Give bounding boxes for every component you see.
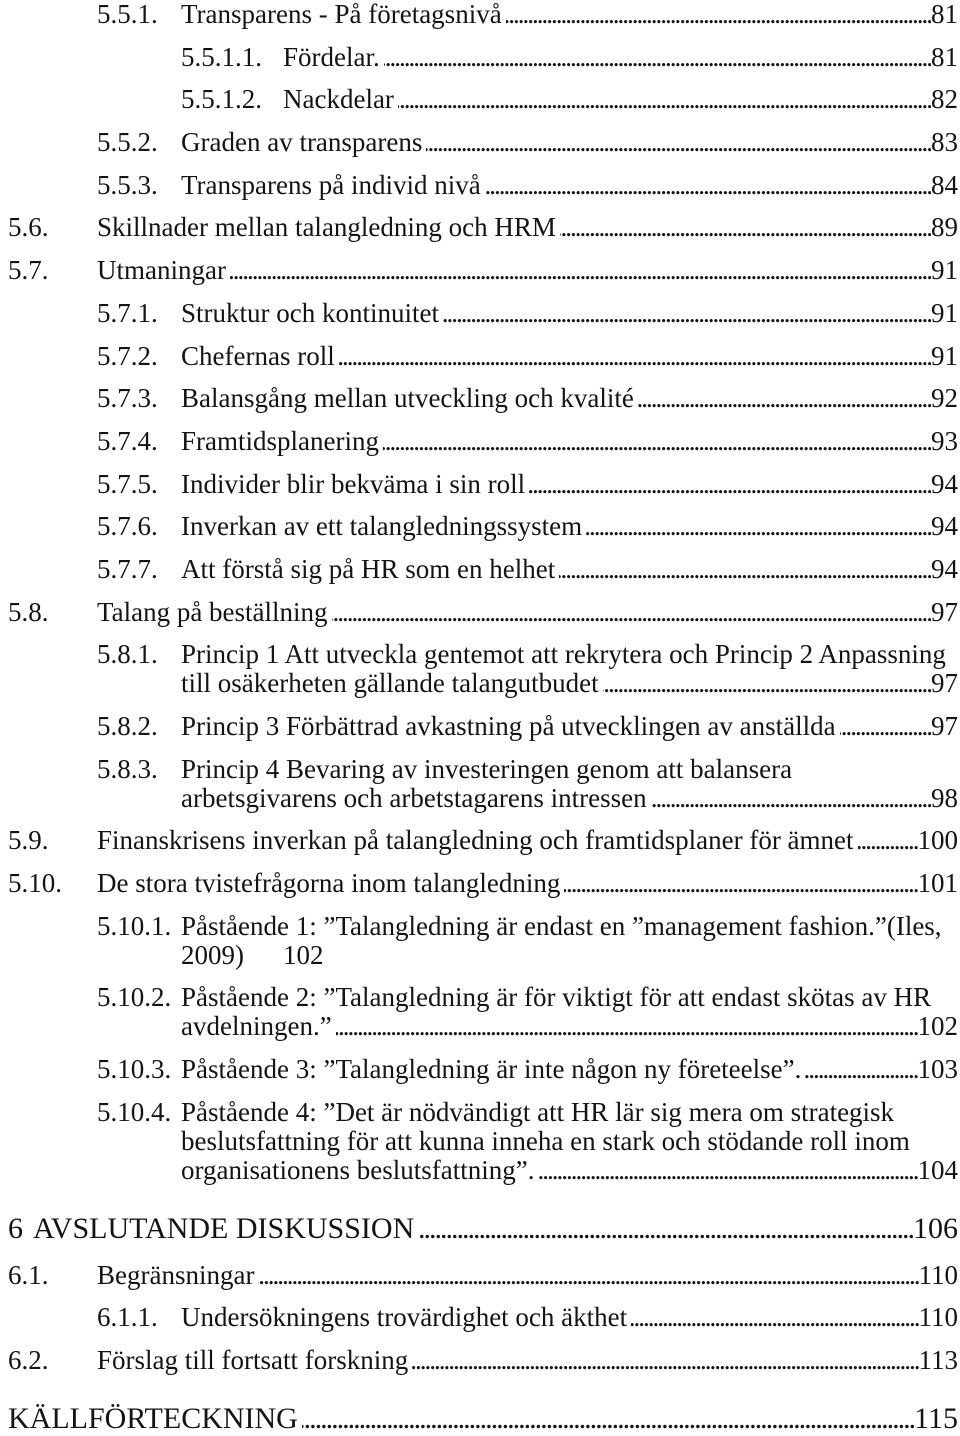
section-number: 6.1.: [8, 1259, 49, 1290]
page-number: 82: [931, 84, 958, 115]
entry-line: [181, 1055, 958, 1084]
leader-dots: [258, 1261, 918, 1290]
leader-dots: [302, 1403, 914, 1435]
section-title: Balansgång mellan utveckling och kvalité: [181, 383, 634, 414]
leader-dots: [638, 384, 931, 413]
toc-entry: [0, 983, 960, 1041]
page-number: 102: [917, 1011, 958, 1042]
page-number: 110: [918, 1302, 958, 1333]
leader-dots: [506, 0, 931, 29]
toc-entry: [0, 512, 960, 541]
leader-dots: [631, 1303, 918, 1332]
leader-dots: [418, 1213, 913, 1245]
section-title: Chefernas roll: [181, 340, 335, 371]
section-title: AVSLUTANDE DISKUSSION: [33, 1211, 415, 1245]
section-title: Påstående 4: ”Det är nödvändigt att HR lär sig mera om strategisk: [181, 1096, 895, 1127]
entry-line: [181, 555, 958, 584]
entry-line: [97, 1261, 958, 1290]
leader-dots: [398, 85, 931, 114]
entry-body: [0, 869, 960, 898]
section-number: 6.1.1.: [97, 1302, 158, 1333]
toc-entry: [0, 755, 960, 813]
page-number: 93: [931, 425, 958, 456]
section-number: 5.6.: [8, 212, 49, 243]
leader-dots: [858, 826, 918, 855]
entry-line: [181, 1098, 958, 1127]
section-title: avdelningen.”: [181, 1011, 332, 1042]
toc-entry: [0, 1213, 960, 1245]
section-number: 5.7.4.: [97, 425, 158, 456]
section-title: Utmaningar: [97, 255, 226, 286]
page-number: 94: [931, 511, 958, 542]
toc-entry: [0, 1303, 960, 1332]
toc-entry: [0, 128, 960, 157]
section-number: 6.2.: [8, 1344, 49, 1375]
leader-dots: [336, 1012, 918, 1041]
entry-line: [97, 213, 958, 242]
toc-entry: [0, 171, 960, 200]
page-number: 83: [931, 127, 958, 158]
page-number: 84: [931, 169, 958, 200]
leader-dots: [443, 299, 931, 328]
entry-body: [0, 1261, 960, 1290]
section-number: 5.7.2.: [97, 340, 158, 371]
entry-line: [8, 1403, 958, 1435]
section-title: Förslag till fortsatt forskning: [97, 1344, 409, 1375]
section-number: 5.8.: [8, 596, 49, 627]
page-number: 97: [931, 668, 958, 699]
section-number: 5.5.1.1.: [181, 41, 262, 72]
section-number: 6: [8, 1211, 23, 1245]
section-title: organisationens beslutsfattning”.: [181, 1154, 535, 1185]
entry-body: [0, 85, 960, 114]
section-number: 5.7.7.: [97, 553, 158, 584]
page-number: 110: [918, 1259, 958, 1290]
page-number: 91: [931, 255, 958, 286]
section-number: 5.7.6.: [97, 511, 158, 542]
entry-line: [97, 598, 958, 627]
toc-entry: [0, 712, 960, 741]
section-title: arbetsgivarens och arbetstagarens intressen: [181, 782, 647, 813]
section-title: Att förstå sig på HR som en helhet: [181, 553, 556, 584]
entry-body: [0, 598, 960, 627]
section-title: De stora tvistefrågorna inom talangledning: [97, 868, 561, 899]
section-title: Påstående 2: ”Talangledning är för viktigt för att endast skötas av HR: [181, 982, 932, 1013]
page-number: 81: [931, 0, 958, 29]
toc-entry: [0, 826, 960, 855]
section-number: 5.10.: [8, 868, 62, 899]
section-title: Undersökningens trovärdighet och äkthet: [181, 1302, 628, 1333]
page-number: 115: [914, 1401, 958, 1435]
section-title: Framtidsplanering: [181, 425, 379, 456]
entry-line: [97, 869, 958, 898]
section-number: 5.8.3.: [97, 753, 158, 784]
section-title: Princip 3 Förbättrad avkastning på utvecklingen av anställda: [181, 711, 836, 741]
section-title: Struktur och kontinuitet: [181, 297, 439, 328]
toc-entry: [0, 470, 960, 499]
entry-line: [181, 384, 958, 413]
entry-line: [97, 256, 958, 285]
page-number: 81: [931, 41, 958, 72]
entry-line: [181, 784, 958, 813]
section-number: 5.10.4.: [97, 1096, 172, 1127]
page-number: 91: [931, 297, 958, 328]
toc-entry: [0, 1055, 960, 1084]
entry-line: [181, 470, 958, 499]
entry-line: [181, 512, 958, 541]
leader-dots: [383, 427, 931, 456]
page-number: 97: [931, 596, 958, 627]
section-title: Fördelar.: [283, 41, 380, 72]
section-title: Transparens på individ nivå: [181, 169, 481, 200]
toc-entry: [0, 427, 960, 456]
entry-line: [181, 1127, 958, 1156]
page-number: 98: [931, 782, 958, 813]
section-title: Individer blir bekväma i sin roll: [181, 468, 526, 499]
leader-dots: [586, 512, 931, 541]
entry-line: [283, 43, 958, 72]
leader-dots: [651, 784, 931, 813]
page-number: 113: [918, 1344, 958, 1375]
entry-line: [97, 826, 958, 855]
leader-dots: [560, 213, 931, 242]
leader-dots: [426, 128, 931, 157]
toc-entry: [0, 0, 960, 29]
entry-body: [0, 256, 960, 285]
entry-line: [181, 171, 958, 200]
page-number: 106: [913, 1211, 958, 1245]
page-number: 104: [917, 1154, 958, 1185]
toc-entry: [0, 213, 960, 242]
toc-entry: [0, 555, 960, 584]
entry-line: [181, 0, 958, 29]
section-number: 5.7.1.: [97, 297, 158, 328]
entry-line: [181, 299, 958, 328]
leader-dots: [538, 1156, 917, 1185]
leader-dots: [339, 342, 931, 371]
entry-body: [0, 1213, 960, 1245]
entry-line: [181, 983, 958, 1012]
toc-entry: [0, 598, 960, 627]
entry-line: [181, 1012, 958, 1041]
section-title: Finanskrisens inverkan på talangledning och framtidsplaner för ämnet: [97, 825, 854, 856]
section-number: 5.10.3.: [97, 1054, 172, 1085]
toc-entry: [0, 256, 960, 285]
leader-dots: [332, 598, 931, 627]
page-number: 103: [917, 1054, 958, 1085]
leader-dots: [564, 869, 917, 898]
leader-dots: [384, 43, 931, 72]
page-number: 100: [917, 825, 958, 856]
section-title: Begränsningar: [97, 1259, 255, 1290]
section-title: till osäkerheten gällande talangutbudet: [181, 668, 599, 699]
leader-dots: [805, 1055, 917, 1084]
section-number: 5.7.3.: [97, 383, 158, 414]
toc-entry: [0, 640, 960, 698]
toc-entry: [0, 43, 960, 72]
toc-entry: [0, 299, 960, 328]
section-title: Påstående 1: ”Talangledning är endast en ”management fashion.”(Iles,: [181, 910, 942, 941]
toc-entry: [0, 85, 960, 114]
page-number: 94: [931, 553, 958, 584]
entry-line: [181, 712, 958, 741]
toc-entry: [0, 869, 960, 898]
toc-entry: [0, 1403, 960, 1435]
entry-line: [181, 755, 958, 784]
leader-dots: [485, 171, 931, 200]
section-title: Inverkan av ett talangledningssystem: [181, 511, 583, 542]
section-number: 5.7.5.: [97, 468, 158, 499]
page-number: 94: [931, 468, 958, 499]
page-number: 97: [931, 711, 958, 741]
leader-dots: [603, 669, 931, 698]
toc-entry: [0, 1098, 960, 1185]
leader-dots: [412, 1346, 918, 1375]
section-number: 5.8.2.: [97, 711, 158, 741]
entry-body: [0, 1346, 960, 1375]
toc-entry: [0, 1261, 960, 1290]
toc-entry: [0, 912, 960, 970]
section-title: Princip 4 Bevaring av investeringen genom att balansera: [181, 753, 793, 784]
section-number: 5.7.: [8, 255, 49, 286]
page-number: 102: [283, 939, 324, 970]
entry-line: [181, 1156, 958, 1185]
section-title: Talang på beställning: [97, 596, 328, 627]
leader-dots: [529, 470, 931, 499]
entry-body: [0, 1403, 960, 1435]
section-title: 2009): [181, 939, 244, 970]
section-title: Skillnader mellan talangledning och HRM: [97, 212, 556, 243]
section-number: 5.5.1.: [97, 0, 158, 29]
toc-entry: [0, 1346, 960, 1375]
entry-line: [181, 427, 958, 456]
section-number: 5.5.2.: [97, 127, 158, 158]
toc-entry: [0, 384, 960, 413]
section-number: 5.5.3.: [97, 169, 158, 200]
page-number: 101: [917, 868, 958, 899]
section-title: Nackdelar: [283, 84, 394, 115]
entry-line: [181, 912, 958, 941]
section-title: Graden av transparens: [181, 127, 423, 158]
page-number: 91: [931, 340, 958, 371]
leader-dots: [230, 256, 931, 285]
page-number: 89: [931, 212, 958, 243]
section-title: Transparens - På företagsnivå: [181, 0, 502, 29]
entry-line: [181, 342, 958, 371]
entry-line: [181, 640, 958, 669]
entry-line: [181, 1303, 958, 1332]
section-number: 5.8.1.: [97, 639, 158, 670]
section-number: 5.9.: [8, 825, 49, 856]
entry-body: [0, 213, 960, 242]
entry-line: [97, 1346, 958, 1375]
entry-line: [181, 941, 958, 970]
section-number: 5.10.2.: [97, 982, 172, 1013]
section-title: KÄLLFÖRTECKNING: [8, 1401, 298, 1435]
section-number: 5.5.1.2.: [181, 84, 262, 115]
entry-line: [33, 1213, 958, 1245]
section-number: 5.10.1.: [97, 910, 172, 941]
page-number: 92: [931, 383, 958, 414]
entry-line: [181, 128, 958, 157]
leader-dots: [840, 712, 931, 741]
entry-body: [0, 43, 960, 72]
section-title: Princip 1 Att utveckla gentemot att rekrytera och Princip 2 Anpassning: [181, 639, 946, 670]
entry-line: [181, 669, 958, 698]
entry-line: [283, 85, 958, 114]
toc-entry: [0, 342, 960, 371]
section-title: Påstående 3: ”Talangledning är inte någon ny företeelse”.: [181, 1054, 802, 1085]
entry-body: [0, 826, 960, 855]
leader-dots: [559, 555, 931, 584]
section-title: beslutsfattning för att kunna inneha en stark och stödande roll inom: [181, 1125, 910, 1156]
